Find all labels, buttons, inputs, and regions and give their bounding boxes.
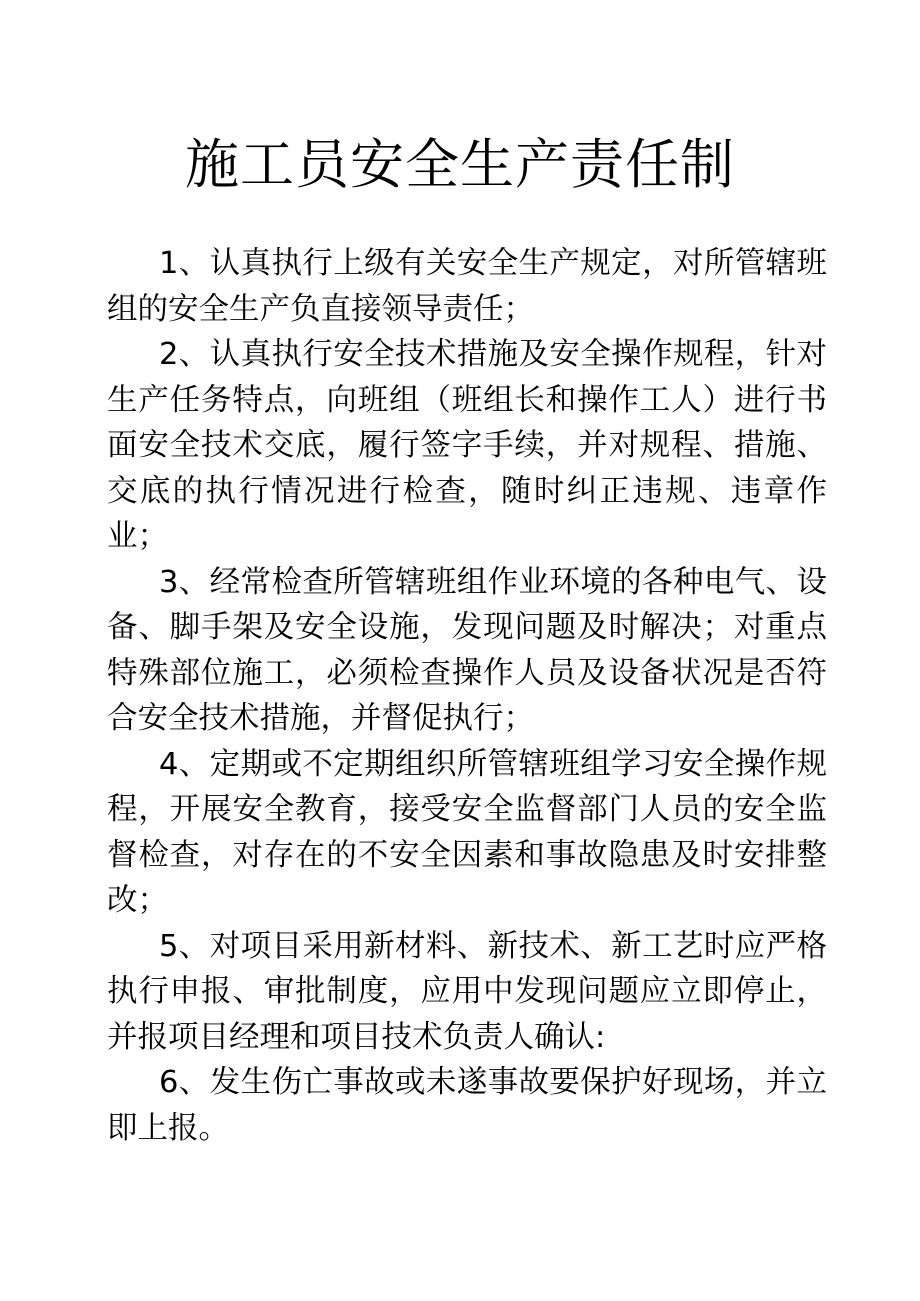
clause-4: 4、定期或不定期组织所管辖班组学习安全操作规程，开展安全教育，接受安全监督部门人员的安全监督检查，对存在的不安全因素和事故隐患及时安排整改；: [107, 746, 827, 918]
clause-3: 3、经常检查所管辖班组作业环境的各种电气、设备、脚手架及安全设施，发现问题及时解决；对重点特殊部位施工，必须检查操作人员及设备状况是否符合安全技术措施，并督促执行；: [107, 564, 827, 736]
clause-6: 6、发生伤亡事故或未遂事故要保护好现场，并立即上报。: [107, 1065, 827, 1146]
clause-1: 1、认真执行上级有关安全生产规定，对所管辖班组的安全生产负直接领导责任；: [107, 246, 827, 327]
document-title: 施工员安全生产责任制: [185, 133, 735, 196]
document-body: [107, 241, 827, 1151]
clause-5: 5、对项目采用新材料、新技术、新工艺时应严格执行申报、审批制度，应用中发现问题应立即停止，并报项目经理和项目技术负责人确认:: [107, 928, 827, 1055]
clause-2: 2、认真执行安全技术措施及安全操作规程，针对生产任务特点，向班组（班组长和操作工人）进行书面安全技术交底，履行签字手续，并对规程、措施、交底的执行情况进行检查，随时纠正违规、违章作业；: [107, 337, 827, 554]
